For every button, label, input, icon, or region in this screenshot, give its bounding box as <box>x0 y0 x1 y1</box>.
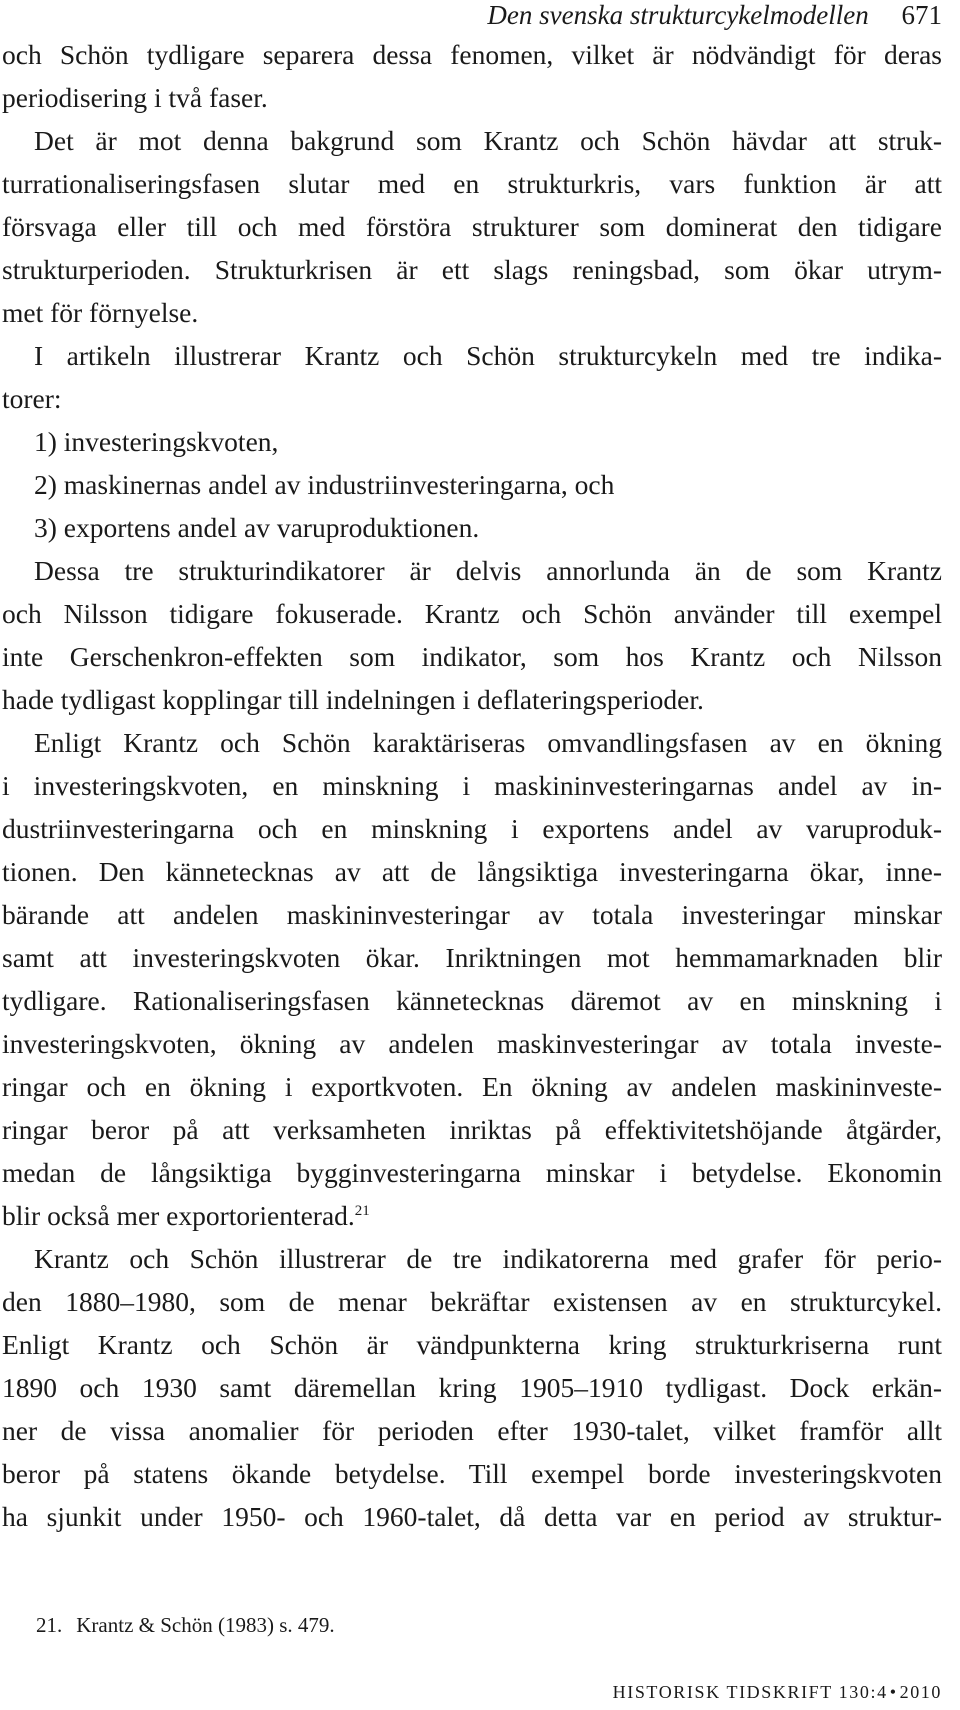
footnote-number: 21. <box>36 1613 63 1637</box>
text-line: ringar beror på att verksamheten inriktas på effektivitetshöjande åtgärder, <box>2 1114 942 1145</box>
text-line: 1890 och 1930 samt däremellan kring 1905–1910 tydligast. Dock erkän- <box>2 1372 942 1403</box>
text-line: Enligt Krantz och Schön är vändpunkterna kring strukturkriserna runt <box>2 1329 942 1360</box>
text-line: samt att investeringskvoten ökar. Inriktningen mot hemmamarknaden blir <box>2 942 942 973</box>
text-line: och Nilsson tidigare fokuserade. Krantz och Schön använder till exempel <box>2 598 942 629</box>
text-line: ringar och en ökning i exportkvoten. En ökning av andelen maskininveste- <box>2 1071 942 1102</box>
text-line: medan de långsiktiga bygginvesteringarna minskar i betydelse. Ekonomin <box>2 1157 942 1188</box>
list-item: 3) exportens andel av varuproduktionen. <box>34 512 480 543</box>
footnote <box>36 1610 335 1640</box>
text-line: investeringskvoten, ökning av andelen maskinvesteringar av totala investe- <box>2 1028 942 1059</box>
text-line: inte Gerschenkron-effekten som indikator, som hos Krantz och Nilsson <box>2 641 942 672</box>
text-line: dustriinvesteringarna och en minskning i exportens andel av varuproduk- <box>2 813 942 844</box>
text-line: hade tydligast kopplingar till indelningen i deflateringsperioder. <box>2 684 704 715</box>
text-line: I artikeln illustrerar Krantz och Schön strukturcykeln med tre indika- <box>34 340 942 371</box>
page-number: 671 <box>901 0 942 30</box>
journal-name: HISTORISK TIDSKRIFT <box>612 1682 833 1702</box>
text-line: beror på statens ökande betydelse. Till exempel borde investeringskvoten <box>2 1458 942 1489</box>
text-line: bärande att andelen maskininvesteringar av totala investeringar minskar <box>2 899 942 930</box>
running-head <box>0 0 942 30</box>
text-line: ner de vissa anomalier för perioden efter 1930-talet, vilket framför allt <box>2 1415 942 1446</box>
page-footer <box>0 1680 942 1704</box>
text-line: och Schön tydligare separera dessa fenomen, vilket är nödvändigt för deras <box>2 39 942 70</box>
list-item: 1) investeringskvoten, <box>34 426 279 457</box>
text-line <box>2 1194 942 1237</box>
text-line: Krantz och Schön illustrerar de tre indikatorerna med grafer för perio- <box>34 1243 942 1274</box>
text-line: försvaga eller till och med förstöra strukturer som dominerat den tidigare <box>2 211 942 242</box>
text-line-content: blir också mer exportorienterad. <box>2 1200 355 1231</box>
text-line: ha sjunkit under 1950- och 1960-talet, då detta var en period av struktur- <box>2 1501 942 1532</box>
footnote-reference[interactable]: 21 <box>354 1203 370 1219</box>
list-item: 2) maskinernas andel av industriinvesteringarna, och <box>34 469 615 500</box>
text-line: Dessa tre strukturindikatorer är delvis annorlunda än de som Krantz <box>34 555 942 586</box>
text-line: Enligt Krantz och Schön karaktäriseras omvandlingsfasen av en ökning <box>34 727 942 758</box>
text-line: turrationaliseringsfasen slutar med en strukturkris, vars funktion är att <box>2 168 942 199</box>
text-line: periodisering i två faser. <box>2 82 268 113</box>
text-line: tydligare. Rationaliseringsfasen kännetecknas däremot av en minskning i <box>2 985 942 1016</box>
journal-year: 2010 <box>899 1682 942 1702</box>
text-line: den 1880–1980, som de menar bekräftar existensen av en strukturcykel. <box>2 1286 942 1317</box>
text-line: torer: <box>2 383 62 414</box>
text-line: strukturperioden. Strukturkrisen är ett slags reningsbad, som ökar utrym- <box>2 254 942 285</box>
footer-separator: • <box>889 1682 898 1702</box>
journal-volume: 130:4 <box>838 1682 888 1702</box>
text-line: Det är mot denna bakgrund som Krantz och Schön hävdar att struk- <box>34 125 942 156</box>
text-line: tionen. Den kännetecknas av att de långsiktiga investeringarna ökar, inne- <box>2 856 942 887</box>
body-text <box>2 33 942 1538</box>
running-head-title: Den svenska strukturcykelmodellen <box>487 0 869 30</box>
footnote-text: Krantz & Schön (1983) s. 479. <box>76 1613 335 1637</box>
text-line: met för förnyelse. <box>2 297 199 328</box>
text-line: i investeringskvoten, en minskning i maskininvesteringarnas andel av in- <box>2 770 942 801</box>
